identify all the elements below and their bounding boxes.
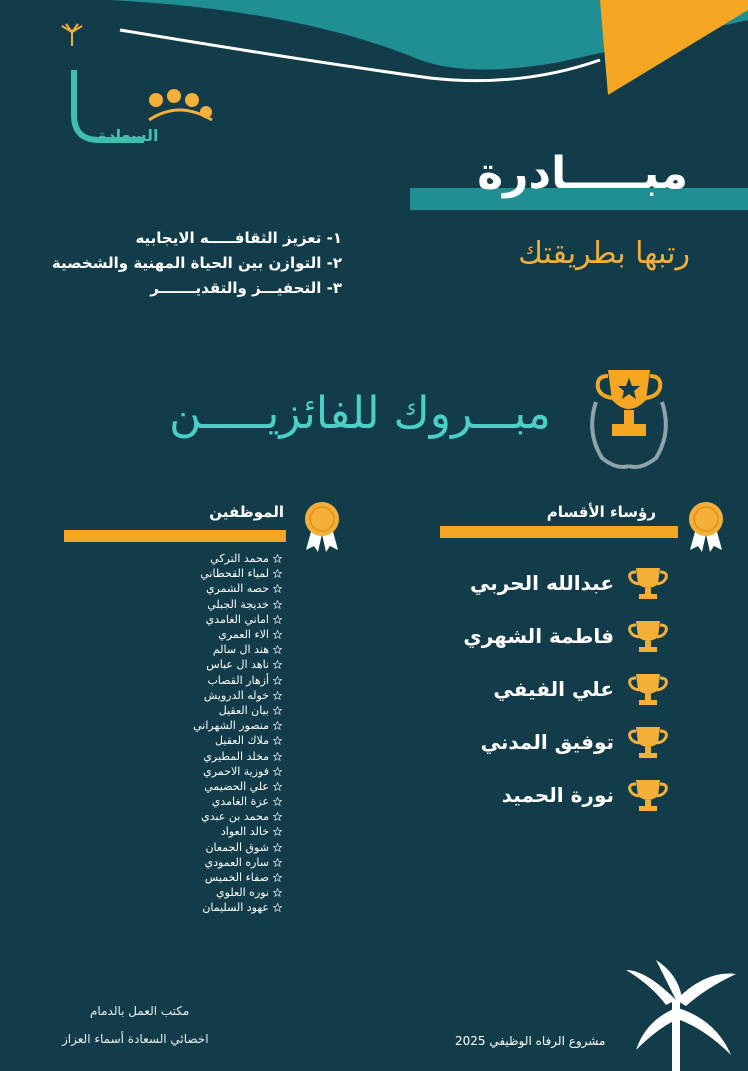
employee-name: ساره العمودي — [204, 855, 269, 869]
employee-row — [150, 764, 282, 779]
employee-name: اماني الغامدي — [205, 612, 269, 626]
star-icon — [273, 691, 282, 700]
star-icon — [273, 752, 282, 761]
head-winner-name: نورة الحميد — [501, 782, 614, 807]
employee-row — [150, 779, 282, 794]
trophy-icon — [626, 723, 670, 761]
employee-name: مخلد المطيري — [203, 749, 269, 763]
footer-specialist: اخصائي السعادة أسماء العزاز — [62, 1032, 209, 1046]
congrats-heading: مبـــروك للفائزيـــــن — [169, 388, 551, 439]
employee-name: لمياء القحطاني — [200, 567, 269, 581]
employee-row — [150, 855, 282, 870]
employees-title: الموظفين — [209, 503, 284, 521]
star-icon — [273, 827, 282, 836]
head-winner-name: علي الفيفي — [493, 676, 614, 701]
goals-list — [22, 226, 342, 301]
employee-name: خوله الدرويش — [203, 688, 269, 702]
star-icon — [273, 873, 282, 882]
footer-office: مكتب العمل بالدمام — [90, 1004, 190, 1018]
head-winner-name: عبدالله الحربي — [470, 570, 614, 595]
employee-row — [150, 612, 282, 627]
employee-row — [150, 673, 282, 688]
goal-item: ١- تعزيز الثقافـــــه الايجابيه — [135, 229, 342, 247]
star-icon — [273, 812, 282, 821]
employee-name: خالد العواد — [220, 825, 269, 839]
goal-item: ٢- التوازن بين الحياة المهنية والشخصية — [51, 254, 342, 272]
logo-text: السعادة — [98, 126, 159, 145]
employee-name: حصه الشمري — [206, 582, 269, 596]
heads-underline — [440, 526, 678, 538]
employee-name: الاء العمري — [218, 628, 269, 642]
initiative-slogan: رتبها بطريقتك — [518, 236, 690, 271]
head-winner-name: فاطمة الشهري — [463, 623, 614, 648]
heads-list — [440, 556, 670, 821]
head-winner-row — [440, 609, 670, 662]
trophy-icon — [626, 670, 670, 708]
employee-row — [150, 733, 282, 748]
employee-row — [150, 794, 282, 809]
star-icon — [273, 554, 282, 563]
star-icon — [273, 767, 282, 776]
employee-row — [150, 809, 282, 824]
heads-title: رؤساء الأقسام — [546, 503, 656, 521]
star-icon — [273, 797, 282, 806]
head-winner-row — [440, 768, 670, 821]
star-icon — [273, 782, 282, 791]
trophy-icon — [626, 776, 670, 814]
employee-name: نوره العلوي — [216, 886, 269, 900]
employee-row — [150, 885, 282, 900]
star-icon — [273, 736, 282, 745]
star-icon — [273, 888, 282, 897]
employee-name: ناهد ال عباس — [206, 658, 269, 672]
head-winner-name: توفيق المدني — [480, 729, 614, 754]
footer-project: مشروع الرفاه الوظيفي 2025 — [455, 1034, 606, 1048]
palm-logo-icon — [52, 22, 92, 48]
employee-name: أزهار القصاب — [207, 673, 269, 687]
employee-name: منصور الشهراني — [193, 719, 269, 733]
star-icon — [273, 676, 282, 685]
star-icon — [273, 630, 282, 639]
employee-row — [150, 870, 282, 885]
employee-row — [150, 900, 282, 915]
head-winner-row — [440, 715, 670, 768]
head-winner-row — [440, 556, 670, 609]
employee-name: عهود السليمان — [202, 901, 269, 915]
star-icon — [273, 569, 282, 578]
employee-name: صفاء الخميس — [204, 871, 269, 885]
star-icon — [273, 645, 282, 654]
star-icon — [273, 615, 282, 624]
goal-item: ٣- التحفيـــز والتقديـــــــر — [150, 279, 342, 297]
ministry-logo — [52, 22, 92, 52]
employees-list — [150, 551, 282, 916]
employee-row — [150, 688, 282, 703]
head-winner-row — [440, 662, 670, 715]
medal-icon — [686, 500, 726, 554]
employee-name: خديجة الجبلي — [207, 597, 269, 611]
happiness-logo — [54, 60, 224, 156]
employee-row — [150, 840, 282, 855]
star-icon — [273, 903, 282, 912]
star-icon — [273, 858, 282, 867]
trophy-icon — [626, 564, 670, 602]
employee-row — [150, 703, 282, 718]
star-icon — [273, 721, 282, 730]
star-icon — [273, 706, 282, 715]
palm-logo-icon — [606, 960, 748, 1071]
initiative-title: مبـــــادرة — [477, 148, 688, 199]
employees-underline — [64, 530, 286, 542]
employee-row — [150, 824, 282, 839]
trophy-wreath-icon — [582, 362, 676, 472]
trophy-icon — [626, 617, 670, 655]
employee-name: بيان العقيل — [218, 703, 269, 717]
employee-row — [150, 657, 282, 672]
employee-name: محمد بن عبدي — [201, 810, 269, 824]
star-icon — [273, 600, 282, 609]
employee-name: ملاك العقيل — [215, 734, 269, 748]
star-icon — [273, 584, 282, 593]
employee-row — [150, 551, 282, 566]
employee-row — [150, 642, 282, 657]
employee-name: علي الحضيمي — [204, 779, 269, 793]
employee-row — [150, 597, 282, 612]
employee-name: هند ال سالم — [212, 643, 269, 657]
employee-name: محمد التركي — [210, 552, 269, 566]
employee-row — [150, 748, 282, 763]
star-icon — [273, 843, 282, 852]
employee-name: شوق الجمعان — [205, 840, 269, 854]
employee-row — [150, 581, 282, 596]
medal-icon — [302, 500, 342, 554]
employee-row — [150, 718, 282, 733]
employee-name: فوزية الاحمري — [203, 764, 269, 778]
employee-row — [150, 627, 282, 642]
employee-name: عزة الغامدي — [211, 795, 269, 809]
star-icon — [273, 660, 282, 669]
employee-row — [150, 566, 282, 581]
